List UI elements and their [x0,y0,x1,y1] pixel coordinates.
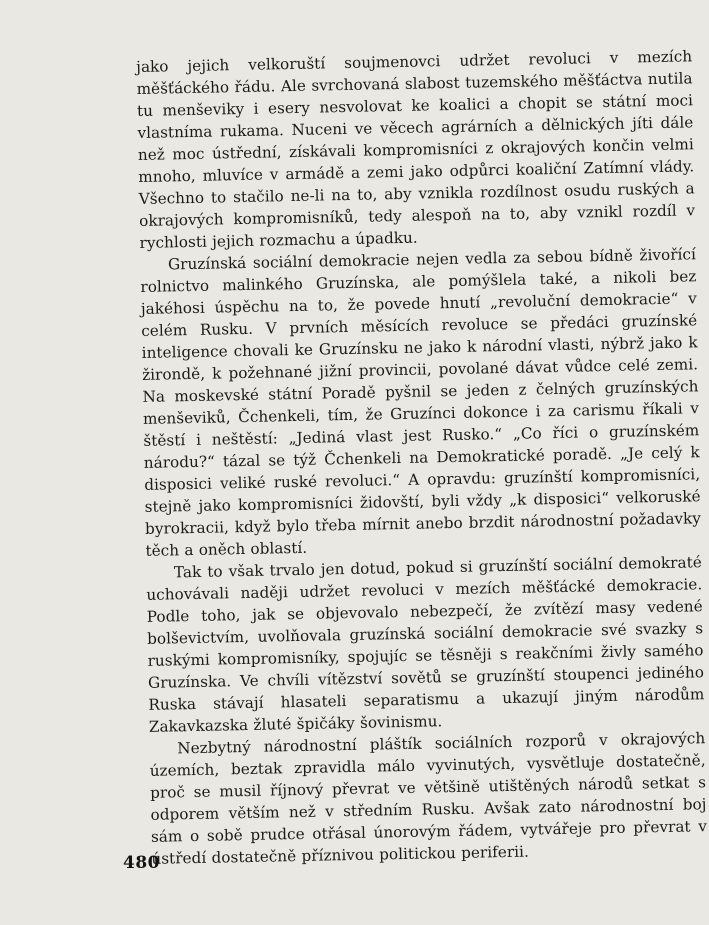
paragraph-national-cloak: Nezbytný národnostní pláštík sociálních rozporů v okrajových územích, beztak zpravidla málo vyvinutých, vysvětluje dostatečně, proč se musil říjnový převrat ve většině utištěných národů setkat s odporem větším než v středním Rusku. Avšak zato národnostní boj sám o sobě prudce otřásal únorovým řádem, vytvářeje pro převrat v ústředí dostatečně příznivou politickou periferii. [149,729,708,868]
body-text [136,45,708,870]
paragraph-georgian-social-democracy: Gruzínská sociální demokracie nejen vedla za sebou bídně živořící rolnictvo malinkého Gruzínska, ale pomýšlela také, a nikoli bez jakéhosi úspěchu na to, že povede hnutí „revoluční demokracie“ v celém Rusku. V prvních měsících revoluce se předáci gruzínské inteligence chovali ke Gruzínsku ne jako k národní vlasti, nýbrž jako k žirondě, k požehnané jižní provincii, povolané dávat vůdce celé zemi. Na moskevské státní Poradě pyšnil se jeden z čelných gruzínských menševiků, Čchenkeli, tím, že Gruzínci dokonce i za carismu říkali v štěstí i neštěstí: „Jediná vlast jest Rusko.“ „Co říci o gruzínském národu?“ tázal se týž Čchenkeli na Demokratické poradě. „Je celý k disposici veliké ruské revoluci.“ A opravdu: gruzínští kompromisníci, stejně jako kompromisníci židovští, byli vždy „k disposici“ velkoruské byrokracii, když bylo třeba mírnit anebo brzdit národnostní požadavky těch a oněch oblastí. [140,245,702,560]
page-number: 480 [123,853,160,873]
paragraph-separatism: Tak to však trvalo jen dotud, pokud si gruzínští sociální demokraté uchovávali naději udržet revoluci v mezích měšťácké demokracie. Podle toho, jak se objevovalo nebezpečí, že zvítězí masy vedené bolševictvím, uvolňovala gruzínská sociální demokracie své svazky s ruskými kompromisníky, spojujíc se těsněji s reakčními živly samého Gruzínska. Ve chvíli vítězství sovětů se gruzínští stoupenci jediného Ruska stávají hlasateli separatismu a ukazují jiným národům Zakavkazska žluté špičáky šovinismu. [146,553,705,736]
paragraph-continuation: jako jejich velkoruští soujmenovci udržet revoluci v mezích měšťáckého řádu. Ale svrchovaná slabost tuzemského měšťáctva nutila tu menševiky i esery nesvolovat ke koalici a chopit se státní moci vlastníma rukama. Nuceni ve věcech agrárních a dělnických jíti dále než moc ústřední, získávali kompromisníci z okrajových končin velmi mnoho, mluvíce v armádě a zemi jako odpůrci koaliční Zatímní vlády. Všechno to stačilo ne-li na to, aby vznikla rozdílnost osudu ruských a okrajových kompromisníků, tedy alespoň na to, aby vznikl rozdíl v rychlosti jejich rozmachu a úpadku. [136,47,696,252]
